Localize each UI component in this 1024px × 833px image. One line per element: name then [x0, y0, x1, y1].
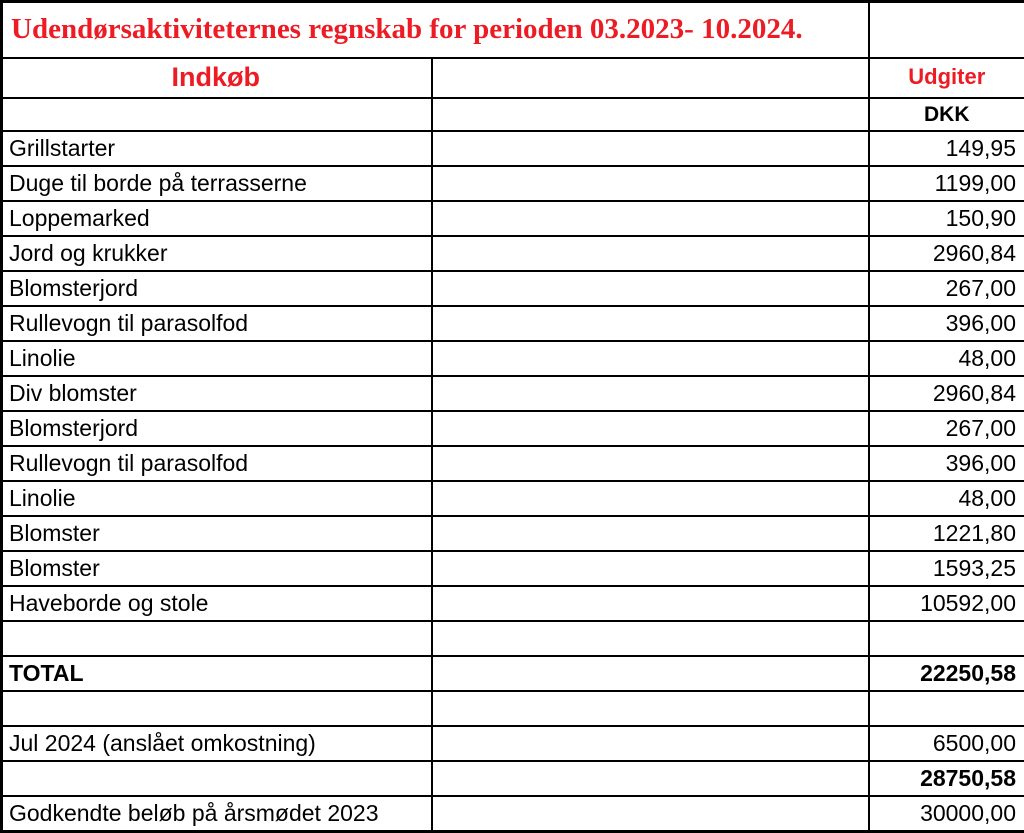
- spacer-cell: [432, 201, 869, 236]
- spacer-cell: [432, 166, 869, 201]
- column-header-expenses: Udgiter: [869, 58, 1024, 98]
- amount-cell: 48,00: [869, 341, 1024, 376]
- item-cell: Godkendte beløb på årsmødet 2023: [2, 796, 432, 831]
- item-cell: Grillstarter: [2, 131, 432, 166]
- amount-cell: 48,00: [869, 481, 1024, 516]
- table-row: [2, 656, 1024, 691]
- amount-cell: 150,90: [869, 201, 1024, 236]
- spacer-cell: [432, 271, 869, 306]
- item-cell: Rullevogn til parasolfod: [2, 306, 432, 341]
- table-row: [2, 131, 1024, 166]
- spacer-cell: [432, 131, 869, 166]
- amount-cell: 1199,00: [869, 166, 1024, 201]
- amount-cell: 1221,80: [869, 516, 1024, 551]
- currency-row-empty-cell-2: [432, 98, 869, 131]
- spacer-cell: [432, 411, 869, 446]
- title-row-empty-cell: [869, 2, 1024, 58]
- table-row: [2, 306, 1024, 341]
- spacer-cell: [432, 691, 869, 726]
- item-cell: Blomster: [2, 516, 432, 551]
- table-row: [2, 411, 1024, 446]
- amount-cell: 396,00: [869, 306, 1024, 341]
- item-cell: Linolie: [2, 341, 432, 376]
- item-cell: Div blomster: [2, 376, 432, 411]
- item-cell: Blomsterjord: [2, 411, 432, 446]
- table-row: [2, 796, 1024, 831]
- amount-cell: 267,00: [869, 411, 1024, 446]
- header-row: [2, 58, 1024, 98]
- header-row-empty-cell: [432, 58, 869, 98]
- item-cell: [2, 691, 432, 726]
- spacer-cell: [432, 761, 869, 796]
- table-row: [2, 376, 1024, 411]
- spacer-cell: [432, 446, 869, 481]
- spacer-cell: [432, 481, 869, 516]
- currency-row: [2, 98, 1024, 131]
- spacer-cell: [432, 306, 869, 341]
- table-row: [2, 621, 1024, 656]
- amount-cell: 1593,25: [869, 551, 1024, 586]
- table-row: [2, 586, 1024, 621]
- amount-cell: [869, 691, 1024, 726]
- table-row: [2, 341, 1024, 376]
- amount-cell: 2960,84: [869, 376, 1024, 411]
- spacer-cell: [432, 236, 869, 271]
- table-row: [2, 761, 1024, 796]
- spacer-cell: [432, 376, 869, 411]
- item-cell: Duge til borde på terrasserne: [2, 166, 432, 201]
- table-row: [2, 691, 1024, 726]
- currency-label: DKK: [869, 98, 1024, 131]
- table-row: [2, 166, 1024, 201]
- table-row: [2, 271, 1024, 306]
- amount-cell: 6500,00: [869, 726, 1024, 761]
- amount-cell: 2960,84: [869, 236, 1024, 271]
- amount-cell: 28750,58: [869, 761, 1024, 796]
- item-cell: Jul 2024 (anslået omkostning): [2, 726, 432, 761]
- table-row: [2, 551, 1024, 586]
- spacer-cell: [432, 726, 869, 761]
- spacer-cell: [432, 551, 869, 586]
- item-cell: TOTAL: [2, 656, 432, 691]
- table-row: [2, 236, 1024, 271]
- amount-cell: 396,00: [869, 446, 1024, 481]
- title-row: [2, 2, 1024, 58]
- table-row: [2, 481, 1024, 516]
- spacer-cell: [432, 621, 869, 656]
- table-row: [2, 446, 1024, 481]
- currency-row-empty-cell-1: [2, 98, 432, 131]
- item-cell: Jord og krukker: [2, 236, 432, 271]
- table-row: [2, 516, 1024, 551]
- item-cell: Blomsterjord: [2, 271, 432, 306]
- spacer-cell: [432, 586, 869, 621]
- page-title: Udendørsaktiviteternes regnskab for perioden 03.2023- 10.2024.: [2, 2, 869, 58]
- item-cell: Linolie: [2, 481, 432, 516]
- item-cell: Loppemarked: [2, 201, 432, 236]
- amount-cell: 30000,00: [869, 796, 1024, 831]
- amount-cell: 149,95: [869, 131, 1024, 166]
- column-header-purchases: Indkøb: [2, 58, 432, 98]
- amount-cell: 267,00: [869, 271, 1024, 306]
- amount-cell: [869, 621, 1024, 656]
- spacer-cell: [432, 516, 869, 551]
- spacer-cell: [432, 656, 869, 691]
- table-body: [2, 2, 1024, 832]
- item-cell: Haveborde og stole: [2, 586, 432, 621]
- table-row: [2, 201, 1024, 236]
- amount-cell: 22250,58: [869, 656, 1024, 691]
- spacer-cell: [432, 341, 869, 376]
- spacer-cell: [432, 796, 869, 831]
- table-row: [2, 726, 1024, 761]
- item-cell: [2, 761, 432, 796]
- amount-cell: 10592,00: [869, 586, 1024, 621]
- item-cell: Blomster: [2, 551, 432, 586]
- item-cell: Rullevogn til parasolfod: [2, 446, 432, 481]
- item-cell: [2, 621, 432, 656]
